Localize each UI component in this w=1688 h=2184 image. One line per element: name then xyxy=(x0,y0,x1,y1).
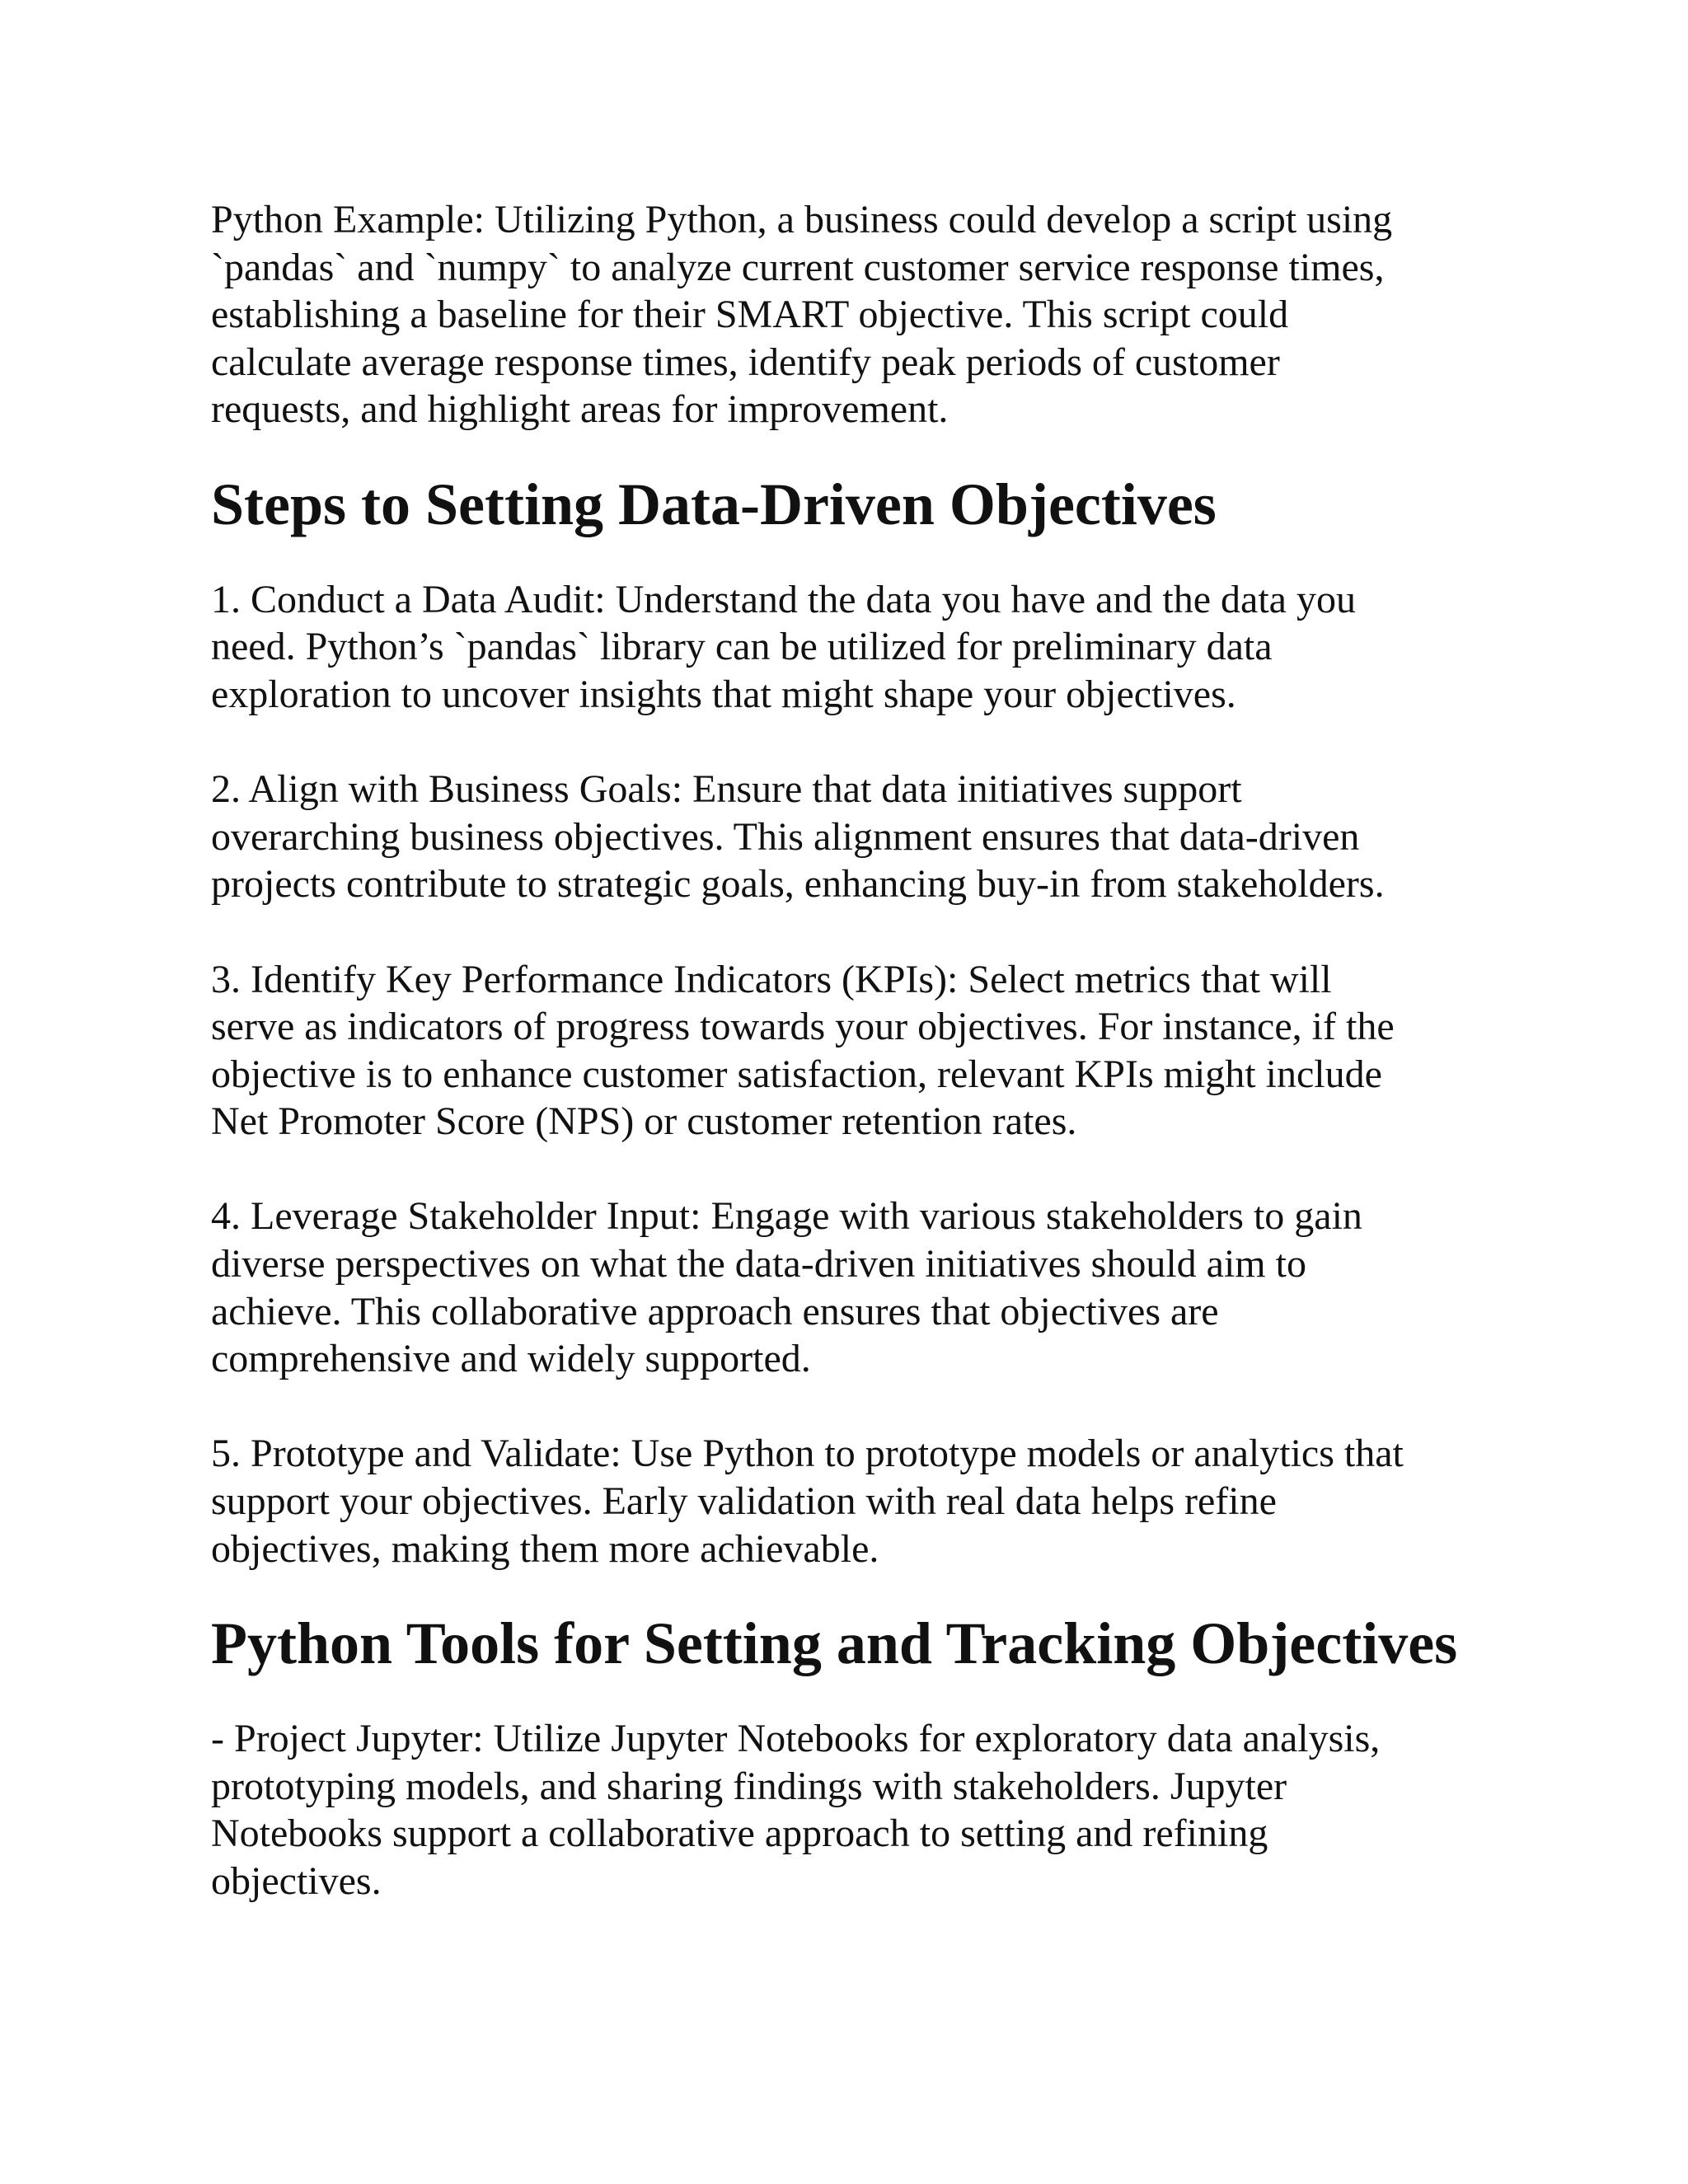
paragraph-spacer xyxy=(211,1146,1497,1193)
section-heading-tools xyxy=(211,1610,1497,1676)
text-line: 1. Conduct a Data Audit: Understand the data you have and the data you xyxy=(211,577,1356,621)
step-5-paragraph xyxy=(211,1430,1497,1572)
heading-text: Steps to Setting Data-Driven Objectives xyxy=(211,471,1217,537)
text-line: achieve. This collaborative approach ensures that objectives are xyxy=(211,1289,1219,1333)
text-line: calculate average response times, identify peak periods of customer xyxy=(211,340,1280,384)
text-line: Python Example: Utilizing Python, a business could develop a script using xyxy=(211,198,1393,241)
text-line: serve as indicators of progress towards your objectives. For instance, if the xyxy=(211,1005,1395,1049)
paragraph-spacer xyxy=(211,908,1497,956)
text-line: - Project Jupyter: Utilize Jupyter Notebooks for exploratory data analysis, xyxy=(211,1717,1381,1760)
step-4-paragraph xyxy=(211,1193,1497,1382)
text-line: diverse perspectives on what the data-driven initiatives should aim to xyxy=(211,1242,1306,1286)
text-line: requests, and highlight areas for improvement. xyxy=(211,387,949,432)
step-1-paragraph xyxy=(211,576,1497,719)
text-line: 3. Identify Key Performance Indicators (KPIs): Select metrics that will xyxy=(211,957,1332,1001)
text-line: 2. Align with Business Goals: Ensure that data initiatives support xyxy=(211,767,1242,812)
text-line: overarching business objectives. This alignment ensures that data-driven xyxy=(211,814,1360,859)
tool-item-jupyter xyxy=(211,1715,1497,1905)
text-line: Notebooks support a collaborative approach to setting and refining xyxy=(211,1811,1268,1856)
text-line: objectives, making them more achievable. xyxy=(211,1526,879,1571)
text-line: objective is to enhance customer satisfaction, relevant KPIs might include xyxy=(211,1052,1382,1096)
text-line: exploration to uncover insights that might shape your objectives. xyxy=(211,672,1236,716)
text-line: support your objectives. Early validation with real data helps refine xyxy=(211,1479,1277,1524)
text-line: need. Python’s `pandas` library can be utilized for preliminary data xyxy=(211,625,1273,669)
section-heading-steps xyxy=(211,471,1497,537)
text-line: 5. Prototype and Validate: Use Python to prototype models or analytics that xyxy=(211,1432,1404,1476)
text-line: comprehensive and widely supported. xyxy=(211,1337,811,1381)
text-line: objectives. xyxy=(211,1858,382,1903)
text-line: establishing a baseline for their SMART objective. This script could xyxy=(211,293,1289,337)
step-2-paragraph xyxy=(211,766,1497,908)
paragraph-spacer xyxy=(211,719,1497,766)
intro-paragraph xyxy=(211,196,1497,434)
text-line: `pandas` and `numpy` to analyze current customer service response times, xyxy=(211,245,1385,289)
step-3-paragraph xyxy=(211,956,1497,1146)
text-line: prototyping models, and sharing findings with stakeholders. Jupyter xyxy=(211,1764,1287,1808)
page-body xyxy=(211,196,1497,1905)
text-line: 4. Leverage Stakeholder Input: Engage with various stakeholders to gain xyxy=(211,1194,1362,1239)
text-line: Net Promoter Score (NPS) or customer retention rates. xyxy=(211,1099,1077,1144)
paragraph-spacer xyxy=(211,1383,1497,1431)
heading-text: Python Tools for Setting and Tracking Objectives xyxy=(211,1610,1458,1676)
text-line: projects contribute to strategic goals, enhancing buy-in from stakeholders. xyxy=(211,862,1385,907)
